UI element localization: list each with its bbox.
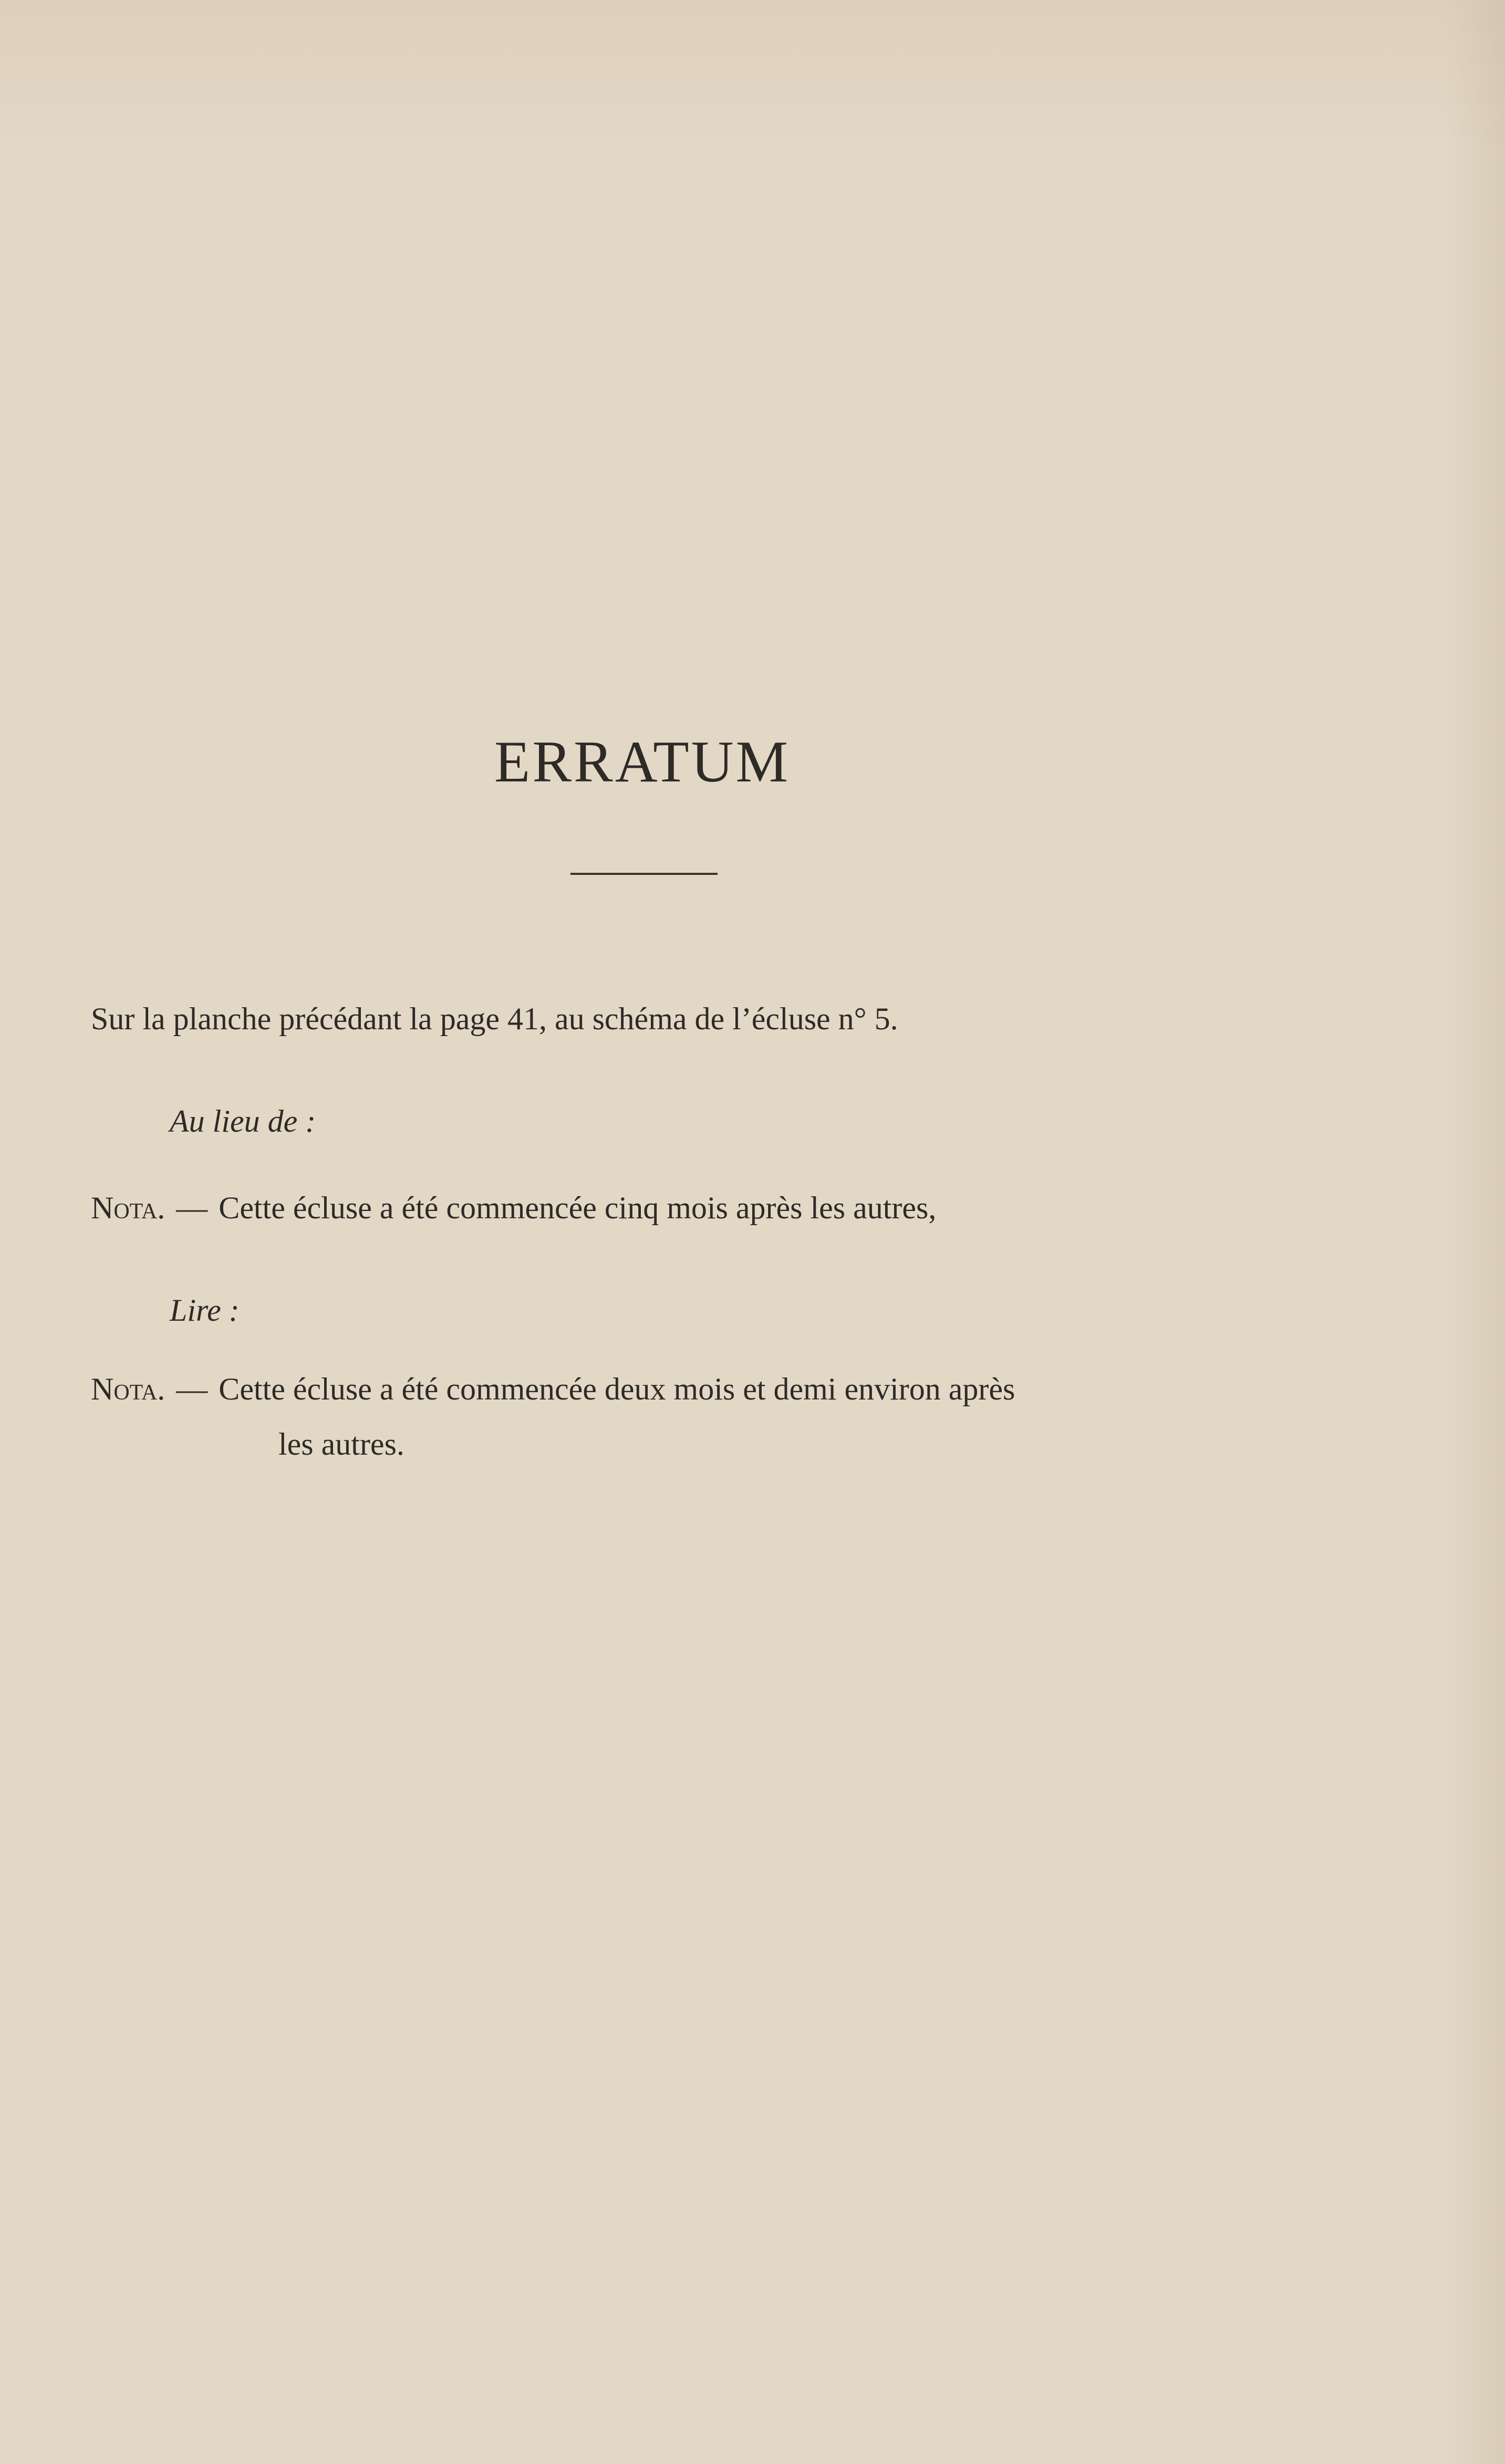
page-title: ERRATUM (494, 729, 791, 795)
title-divider (570, 873, 718, 875)
corrected-note-text-line1: Cette écluse a été commencée deux mois et demi environ après (219, 1372, 1015, 1406)
original-note-dash: — (176, 1191, 208, 1225)
instead-label: Au lieu de : (170, 1104, 316, 1139)
corrected-note (91, 1373, 1015, 1405)
original-note (91, 1192, 936, 1224)
corrected-note-text-line2: les autres. (278, 1427, 404, 1461)
corrected-note-label: Nota. (91, 1372, 165, 1406)
corrected-note-dash: — (176, 1372, 208, 1406)
read-label: Lire : (170, 1293, 240, 1328)
intro-line: Sur la planche précédant la page 41, au schéma de l’écluse n° 5. (91, 1001, 898, 1036)
original-note-text: Cette écluse a été commencée cinq mois après les autres, (219, 1191, 937, 1225)
original-note-label: Nota. (91, 1191, 165, 1225)
